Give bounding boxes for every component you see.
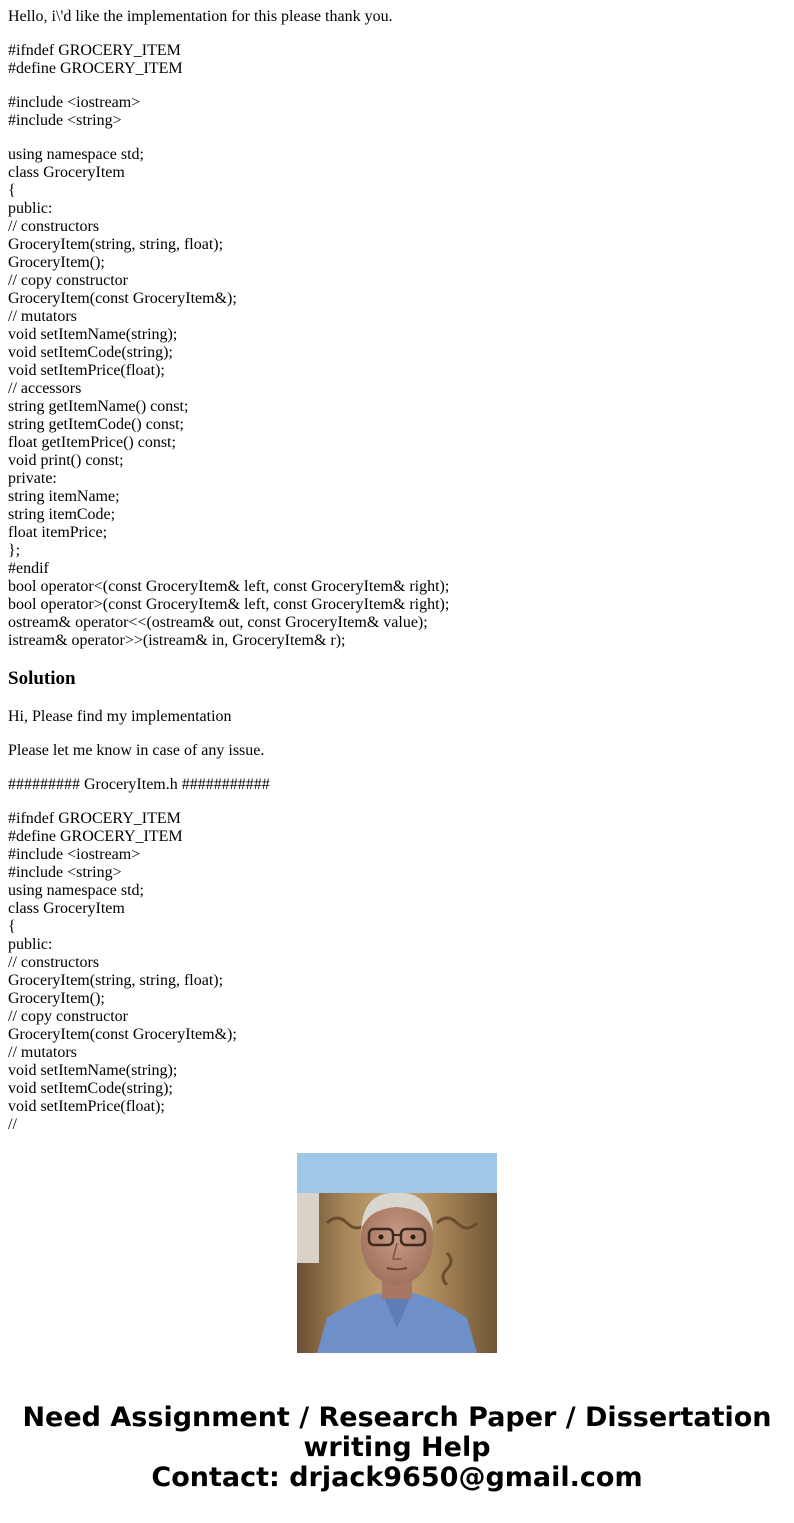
- code-line: #ifndef GROCERY_ITEM: [8, 42, 181, 59]
- code-line: bool operator>(const GroceryItem& left, const GroceryItem& right);: [8, 596, 450, 613]
- code-line: GroceryItem(string, string, float);: [8, 972, 224, 989]
- code-line: GroceryItem(const GroceryItem&);: [8, 290, 237, 307]
- code-line: #include <iostream>: [8, 94, 141, 111]
- code-line: using namespace std;: [8, 882, 144, 899]
- avatar-photo: [297, 1153, 497, 1353]
- code-line: };: [8, 542, 21, 559]
- question-code-block-1: [8, 42, 786, 78]
- code-line: void setItemCode(string);: [8, 344, 173, 361]
- code-line: bool operator<(const GroceryItem& left, const GroceryItem& right);: [8, 578, 450, 595]
- code-line: // mutators: [8, 308, 77, 325]
- code-line: ostream& operator<<(ostream& out, const GroceryItem& value);: [8, 614, 428, 631]
- question-intro: Hello, i\'d like the implementation for this please thank you.: [8, 8, 393, 25]
- code-line: void setItemName(string);: [8, 326, 178, 343]
- code-line: // mutators: [8, 1044, 77, 1061]
- code-line: void print() const;: [8, 452, 124, 469]
- code-line: #define GROCERY_ITEM: [8, 828, 183, 845]
- code-line: using namespace std;: [8, 146, 144, 163]
- code-line: istream& operator>>(istream& in, GroceryItem& r);: [8, 632, 346, 649]
- promo-contact: Contact: drjack9650@gmail.com: [151, 1462, 643, 1493]
- document-content: [8, 0, 786, 1133]
- code-line: void setItemName(string);: [8, 1062, 178, 1079]
- code-line: void setItemCode(string);: [8, 1080, 173, 1097]
- code-line: // accessors: [8, 380, 82, 397]
- code-line: void setItemPrice(float);: [8, 362, 165, 379]
- code-line: GroceryItem();: [8, 254, 105, 271]
- code-line: {: [8, 182, 16, 199]
- code-line: public:: [8, 936, 53, 953]
- code-line: #include <iostream>: [8, 846, 141, 863]
- code-line: public:: [8, 200, 53, 217]
- code-line: #endif: [8, 560, 49, 577]
- code-line: float getItemPrice() const;: [8, 434, 176, 451]
- question-code-block-3: [8, 146, 786, 650]
- solution-file-header: ######### GroceryItem.h ###########: [8, 776, 270, 793]
- code-line: float itemPrice;: [8, 524, 108, 541]
- promo-banner: [0, 1403, 794, 1493]
- author-avatar: [297, 1153, 497, 1353]
- code-line: // copy constructor: [8, 272, 128, 289]
- code-line: // constructors: [8, 954, 100, 971]
- code-line: string itemName;: [8, 488, 120, 505]
- code-line: // copy constructor: [8, 1008, 128, 1025]
- code-line: // constructors: [8, 218, 100, 235]
- code-line: #include <string>: [8, 864, 122, 881]
- code-line: string getItemCode() const;: [8, 416, 184, 433]
- code-line: #ifndef GROCERY_ITEM: [8, 810, 181, 827]
- question-code-block-2: [8, 94, 786, 130]
- promo-line-2: writing Help: [303, 1432, 491, 1463]
- promo-line-1: Need Assignment / Research Paper / Dissertation: [22, 1402, 772, 1433]
- solution-code-block: [8, 810, 786, 1134]
- code-line: string getItemName() const;: [8, 398, 189, 415]
- code-line: void setItemPrice(float);: [8, 1098, 165, 1115]
- code-line: //: [8, 1116, 17, 1133]
- solution-intro: Hi, Please find my implementation: [8, 708, 232, 725]
- code-line: #define GROCERY_ITEM: [8, 60, 183, 77]
- code-line: private:: [8, 470, 57, 487]
- code-line: GroceryItem(const GroceryItem&);: [8, 1026, 237, 1043]
- code-line: class GroceryItem: [8, 164, 125, 181]
- code-line: class GroceryItem: [8, 900, 125, 917]
- solution-heading: Solution: [8, 668, 76, 689]
- code-line: string itemCode;: [8, 506, 116, 523]
- solution-note: Please let me know in case of any issue.: [8, 742, 265, 759]
- code-line: GroceryItem(string, string, float);: [8, 236, 224, 253]
- code-line: {: [8, 918, 16, 935]
- code-line: #include <string>: [8, 112, 122, 129]
- code-line: GroceryItem();: [8, 990, 105, 1007]
